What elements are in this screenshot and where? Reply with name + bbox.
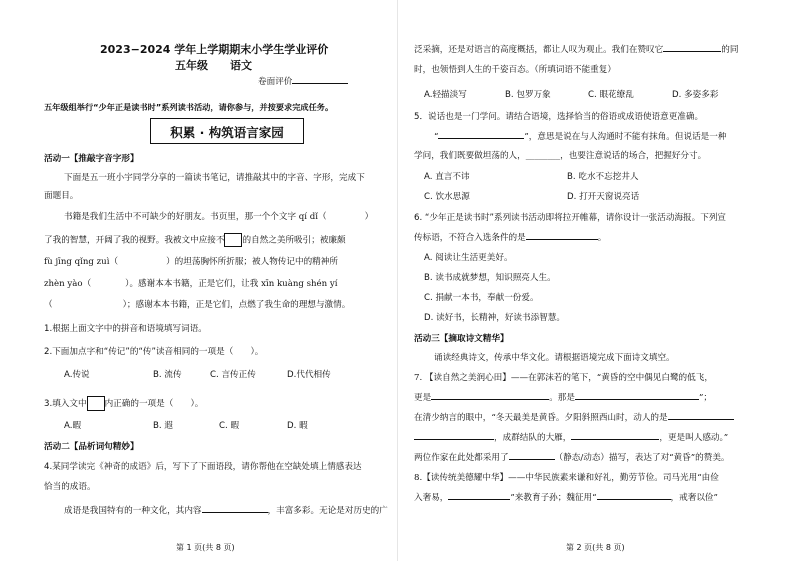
q5-quote-open: “ xyxy=(434,132,439,142)
q7-line2-mid: 。那是 xyxy=(549,393,575,403)
q8-line2-end: ，戒奢以俭” xyxy=(670,493,718,503)
r-passage-line1-end: 的同 xyxy=(721,45,739,55)
q5-passage-line1-text: ”，意思是说在与人沟通时不能有抹角。但说话是一种 xyxy=(524,132,727,142)
q5-passage-line2: 学问，我们既要做坦荡的人，________，也要注意说话的场合，把握好分寸。 xyxy=(414,151,707,161)
q7-line2-pre: 更是 xyxy=(414,393,432,403)
para2-line1 xyxy=(64,211,373,223)
q5-option-a[interactable]: A. 直言不讳 xyxy=(424,172,470,182)
para2-line2-end: 的自然之美所吸引；被廉颇 xyxy=(242,235,346,246)
q7-blank-6[interactable] xyxy=(509,459,555,460)
q4-blank-2[interactable] xyxy=(663,51,721,52)
question-6-line2-text: 传标语，不符合入选条件的是 xyxy=(414,233,526,243)
q7-line4-mid: ，成群结队的大雁， xyxy=(494,433,572,443)
score-label: 卷面评价 xyxy=(258,77,293,87)
q6-answer-blank[interactable] xyxy=(526,239,598,240)
question-6-line2 xyxy=(414,232,606,244)
banner-text: 积累 · 构筑语言家园 xyxy=(170,125,284,140)
para2-line5-end: ）；感谢本本书籍，正是它们，点燃了我生命的理想与激情。 xyxy=(122,300,351,310)
question-5: 5．说话也是一门学问。请结合语境，选择恰当的俗语或成语使语意更准确。 xyxy=(414,112,704,122)
q4-option-c[interactable]: C. 眼花缭乱 xyxy=(588,90,634,100)
q5-blank-1[interactable] xyxy=(438,138,524,139)
para2-line3 xyxy=(44,256,338,268)
q3-option-c[interactable]: C. 暇 xyxy=(219,421,240,431)
q4-option-d[interactable]: D. 多姿多彩 xyxy=(672,90,719,100)
para1-line2: 面题目。 xyxy=(44,191,79,201)
q5-option-c[interactable]: C. 饮水思源 xyxy=(424,192,470,202)
para2-line1-end: ） xyxy=(364,212,374,222)
q3-option-d[interactable]: D. 暇 xyxy=(287,421,308,431)
para2-line1-text: 书籍是我们生活中不可缺少的好朋友。书页里，那一个个文字 qí dǐ（ xyxy=(64,212,327,222)
q2-option-b[interactable]: B. 流传 xyxy=(153,370,182,380)
activity2-title: 活动二【品析词句精妙】 xyxy=(44,442,139,452)
para2-line3-text: fù jīng qǐng zuì（ xyxy=(44,257,119,267)
para2-line5 xyxy=(44,299,350,311)
para2-line2 xyxy=(44,233,346,247)
q3-option-a[interactable]: A.暇 xyxy=(64,421,82,431)
question-1: 1.根据上面文字中的拼音和语境填写词语。 xyxy=(44,324,207,334)
q8-blank-1[interactable] xyxy=(448,499,510,500)
q6-option-c[interactable]: C. 捐献一本书，奉献一份爱。 xyxy=(424,293,539,303)
q4-option-b[interactable]: B. 包罗万象 xyxy=(505,90,551,100)
q7-line2-end: ”； xyxy=(699,393,712,403)
para1-line1: 下面是五一班小宇同学分享的一篇读书笔记，请推敲其中的字音、字形，完成下 xyxy=(64,173,365,183)
q8-line2-mid: ”来教育子孙；魏征用“ xyxy=(510,493,597,503)
grade-subject: 五年级 语文 xyxy=(175,59,252,72)
q7-blank-1[interactable] xyxy=(431,399,549,400)
r-passage-line2: 时，也领悟到人生的千姿百态。（所填词语不能重复） xyxy=(414,65,616,75)
question-3 xyxy=(44,396,203,411)
q4-passage-line1 xyxy=(64,505,388,517)
q2-option-a[interactable]: A.传说 xyxy=(64,370,90,380)
para2-line4-end: ）。感谢本本书籍，正是它们，让我 xīn kuàng shén yí xyxy=(125,279,338,289)
q5-option-d[interactable]: D. 打开天窗说亮话 xyxy=(567,192,640,202)
page-number-2: 第 2 页(共 8 页) xyxy=(566,543,625,552)
activity1-title: 活动一【推敲字音字形】 xyxy=(44,154,139,164)
question-7-line5 xyxy=(414,452,730,464)
q4-option-a[interactable]: A.轻描淡写 xyxy=(424,90,467,100)
q7-blank-3[interactable] xyxy=(668,419,734,420)
q5-option-b[interactable]: B. 吃水不忘挖井人 xyxy=(567,172,639,182)
exam-title: 2023−2024 学年上学期期末小学生学业评价 xyxy=(100,43,329,56)
q4-passage-end: ，丰富多彩。无论是对历史的广 xyxy=(267,506,388,516)
question-2: 2.下面加点字和“传记”的“传”读音相同的一项是（ ）。 xyxy=(44,347,264,357)
question-3-end: 内正确的一项是（ ）。 xyxy=(104,399,204,409)
question-4-line2: 恰当的成语。 xyxy=(44,482,96,492)
fill-box-in-text[interactable] xyxy=(224,233,242,247)
q4-blank-1[interactable] xyxy=(202,512,268,513)
q3-option-b[interactable]: B. 遐 xyxy=(153,421,173,431)
q6-option-b[interactable]: B. 读书成就梦想，知识照亮人生。 xyxy=(424,273,556,283)
r-passage-line1-text: 泛采摘，还是对语言的高度概括，都让人叹为观止。我们在赞叹它 xyxy=(414,45,664,55)
question-7-line3 xyxy=(414,412,734,424)
para2-line4-text: zhèn yào（ xyxy=(44,279,92,289)
para2-line4 xyxy=(44,278,338,290)
q6-option-a[interactable]: A. 阅读让生活更美好。 xyxy=(424,253,513,263)
activity3-intro: 诵读经典诗文，传承中华文化。请根据语境完成下面诗文填空。 xyxy=(434,353,675,363)
q6-option-d[interactable]: D. 读好书，长精神，好读书添智慧。 xyxy=(424,313,565,323)
q2-option-c[interactable]: C. 言传正传 xyxy=(210,370,256,380)
q7-line3-text: 在清少纳言的眼中，“冬天最美是黄昏。夕阳斜照西山时，动人的是 xyxy=(414,413,668,423)
question-8-line2 xyxy=(414,492,718,504)
q4-passage-text: 成语是我国特有的一种文化，其内容 xyxy=(64,506,202,516)
question-8-line1: 8.【读传统美德耀中华】——中华民族素来谦和好礼，勤劳节俭。司马光用“由俭 xyxy=(414,473,719,483)
banner-box xyxy=(150,118,304,144)
intro-text: 五年级组举行“少年正是读书时”系列读书活动，请你参与，并按要求完成任务。 xyxy=(44,102,334,112)
question-3-text: 3.填入文中 xyxy=(44,399,87,409)
r-passage-line1 xyxy=(414,44,738,56)
q7-line5-pre: 两位作家在此处都采用了 xyxy=(414,453,509,463)
para2-line2-text: 了我的智慧，开阔了我的视野。我被文中应接不 xyxy=(44,235,225,246)
para2-line3-end: ）的坦荡胸怀所折服；被人物传记中的精神所 xyxy=(166,257,338,267)
score-blank[interactable] xyxy=(292,83,348,84)
q7-blank-2[interactable] xyxy=(575,399,699,400)
question-7-line1: 7. 【读自然之美润心田】——在郭沫若的笔下，“黄昏的空中偶见白鹭的低飞， xyxy=(414,373,713,383)
question-7-line2 xyxy=(414,392,712,404)
q7-blank-5[interactable] xyxy=(571,439,659,440)
q3-box xyxy=(87,396,105,411)
q7-line5-end: （静态/动态）描写，表达了对“黄昏”的赞美。 xyxy=(554,453,730,463)
q7-blank-4[interactable] xyxy=(414,439,494,440)
q8-line2-pre: 入奢易， xyxy=(414,493,449,503)
activity3-title: 活动三【摘取诗文精华】 xyxy=(414,334,509,344)
question-6-line2-end: 。 xyxy=(597,233,607,243)
question-6-line1: 6. “少年正是读书时”系列读书活动即将拉开帷幕，请你设计一张活动海报。下列宣 xyxy=(414,213,727,223)
question-7-line4 xyxy=(414,432,728,444)
score-label-row xyxy=(258,76,348,88)
page-divider xyxy=(397,0,398,561)
question-4-line1: 4.某同学读完《神奇的成语》后，写下了下面语段，请你帮他在空缺处填上情感表达 xyxy=(44,462,362,472)
page-number-1: 第 1 页(共 8 页) xyxy=(176,543,235,552)
q2-option-d[interactable]: D.代代相传 xyxy=(287,370,331,380)
para2-line5-text: （ xyxy=(44,300,53,310)
q7-line4-end: ，更是叫人感动。” xyxy=(659,433,729,443)
q8-blank-2[interactable] xyxy=(597,499,671,500)
q5-passage-line1 xyxy=(434,131,726,143)
